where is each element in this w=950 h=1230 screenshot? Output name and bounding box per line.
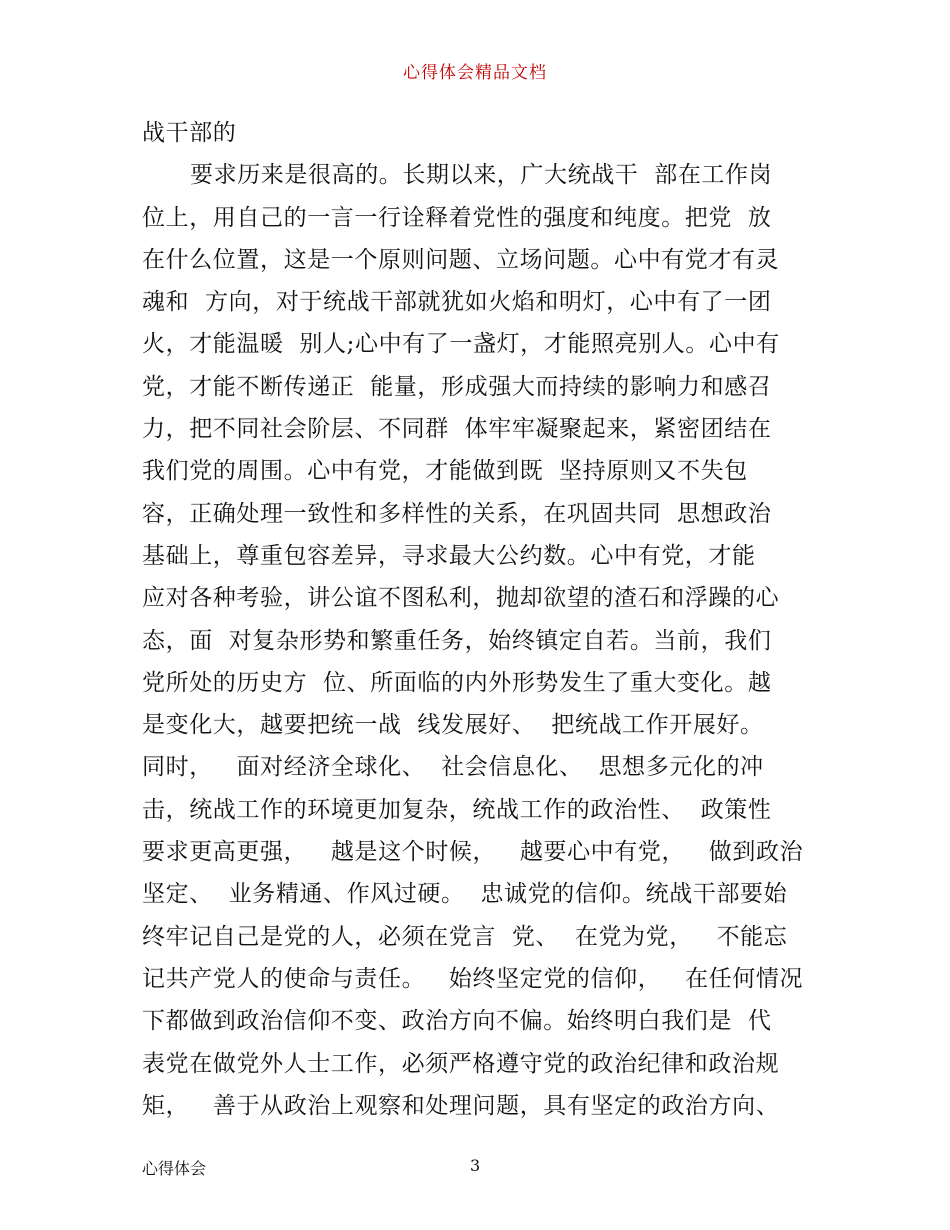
body-line: 记共产党人的使命与责任。 始终坚定党的信仰， 在任何情况 <box>142 965 804 992</box>
body-line: 矩， 善于从政治上观察和处理问题，具有坚定的政治方向、 <box>142 1092 780 1119</box>
body-line: 在什么位置，这是一个原则问题、立场问题。心中有党才有灵 <box>142 246 780 273</box>
body-line: 容，正确处理一致性和多样性的关系，在巩固共同 思想政治 <box>142 500 772 527</box>
body-line: 同时， 面对经济全球化、 社会信息化、 思想多元化的冲 <box>142 754 764 781</box>
body-line: 终牢记自己是党的人，必须在党言 党、 在党为党， 不能忘 <box>142 923 788 950</box>
body-line: 下都做到政治信仰不变、政治方向不偏。始终明白我们是 代 <box>142 1008 772 1035</box>
body-line: 党，才能不断传递正 能量，形成强大而持续的影响力和感召 <box>142 373 772 400</box>
body-line: 要求历来是很高的。长期以来，广大统战干 部在工作岗 <box>190 162 773 189</box>
body-line: 态，面 对复杂形势和繁重任务，始终镇定自若。当前，我们 <box>142 627 772 654</box>
document-header-title: 心得体会精品文档 <box>403 63 547 83</box>
body-line: 党所处的历史方 位、所面临的内外形势发生了重大变化。越 <box>142 669 772 696</box>
document-body <box>142 112 822 1127</box>
body-line: 坚定、 业务精通、作风过硬。 忠诚党的信仰。统战干部要始 <box>142 881 788 908</box>
body-line: 表党在做党外人士工作，必须严格遵守党的政治纪律和政治规 <box>142 1050 780 1077</box>
body-line: 火，才能温暖 别人;心中有了一盏灯，才能照亮别人。心中有 <box>142 331 780 358</box>
body-line: 击，统战工作的环境更加复杂，统战工作的政治性、 政策性 <box>142 796 772 823</box>
body-line: 应对各种考验，讲公谊不图私利，抛却欲望的渣石和浮躁的心 <box>142 585 780 612</box>
body-line: 位上，用自己的一言一行诠释着党性的强度和纯度。把党 放 <box>142 204 772 231</box>
body-line: 是变化大，越要把统一战 线发展好、 把统战工作开展好。 <box>142 712 764 739</box>
body-line: 要求更高更强， 越是这个时候， 越要心中有党， 做到政治 <box>142 839 804 866</box>
body-line: 力，把不同社会阶层、不同群 体牢牢凝聚起来，紧密团结在 <box>142 416 772 443</box>
page-number: 3 <box>470 1156 481 1175</box>
body-line: 基础上，尊重包容差异，寻求最大公约数。心中有党，才能 <box>142 542 756 569</box>
body-line: 魂和 方向，对于统战干部就犹如火焰和明灯，心中有了一团 <box>142 289 772 316</box>
body-line: 我们党的周围。心中有党，才能做到既 坚持原则又不失包 <box>142 458 748 485</box>
body-line: 战干部的 <box>142 120 237 146</box>
footer-label: 心得体会 <box>142 1159 207 1178</box>
